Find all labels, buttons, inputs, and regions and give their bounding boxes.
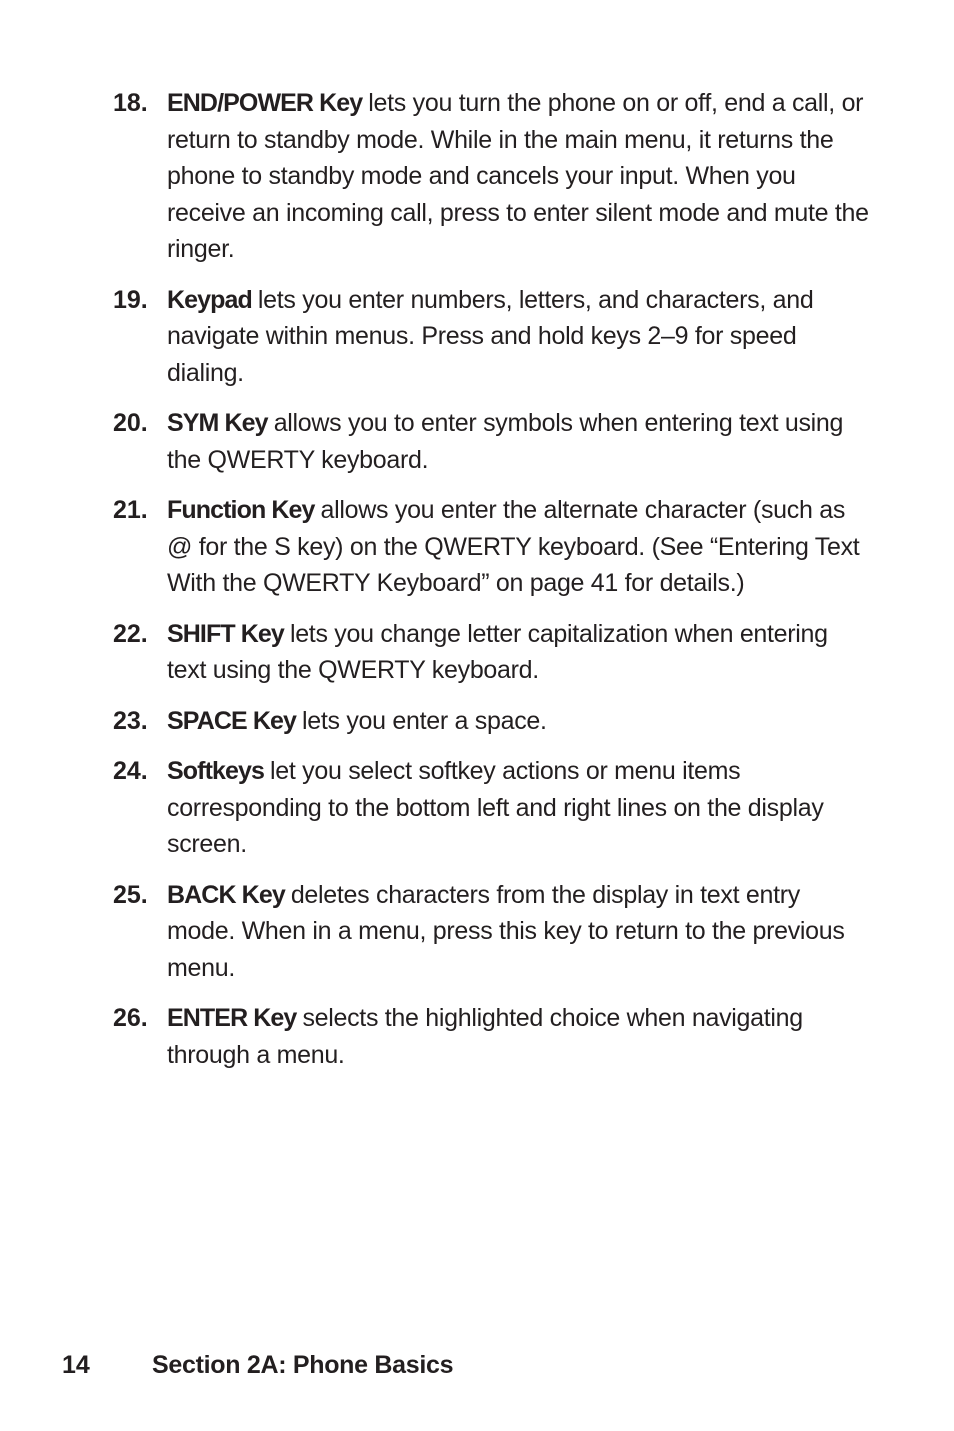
- item-number: 23.: [113, 706, 148, 735]
- item-number: 22.: [113, 619, 148, 648]
- item-description: selects the highlighted choice when navigating through a menu.: [167, 1004, 803, 1069]
- item-term: SHIFT Key: [167, 619, 284, 648]
- list-item: [0, 85, 954, 268]
- list-item: [0, 405, 954, 478]
- item-number: 25.: [113, 880, 148, 909]
- item-term: Keypad: [167, 285, 252, 314]
- list-item: [0, 492, 954, 602]
- item-term: END/POWER Key: [167, 89, 363, 117]
- item-term: BACK Key: [167, 880, 285, 909]
- item-term: ENTER Key: [167, 1004, 297, 1032]
- page-number: 14: [62, 1351, 90, 1379]
- item-description: let you select softkey actions or menu items corresponding to the bottom left and right lines on the display screen.: [167, 757, 824, 858]
- item-description: deletes characters from the display in text entry mode. When in a menu, press this key to return to the previous menu.: [167, 880, 845, 982]
- list-item: [0, 877, 954, 987]
- item-number: 24.: [113, 757, 148, 785]
- list-item: [0, 282, 954, 392]
- item-term: Softkeys: [167, 757, 265, 785]
- item-number: 20.: [113, 409, 148, 437]
- item-term: SYM Key: [167, 409, 268, 437]
- key-description-list: [0, 85, 954, 1087]
- item-description: lets you enter a space.: [302, 706, 547, 735]
- item-description: lets you turn the phone on or off, end a call, or return to standby mode. While in the main menu, it returns the phone to standby mode and cancels your input. When you receive an incoming call, press to enter silent mode and mute the ringer.: [167, 89, 869, 263]
- list-item: [0, 703, 954, 740]
- list-item: [0, 616, 954, 689]
- item-description: lets you change letter capitalization when entering text using the QWERTY keyboard.: [167, 619, 828, 684]
- item-description: allows you to enter symbols when entering text using the QWERTY keyboard.: [167, 409, 844, 474]
- item-term: Function Key: [167, 496, 315, 524]
- list-item: [0, 753, 954, 863]
- item-term: SPACE Key: [167, 706, 296, 735]
- item-number: 19.: [113, 285, 148, 314]
- item-number: 18.: [113, 89, 148, 117]
- item-number: 26.: [113, 1004, 148, 1032]
- item-number: 21.: [113, 496, 148, 524]
- item-description: lets you enter numbers, letters, and characters, and navigate within menus. Press and hold keys 2–9 for speed dialing.: [167, 285, 814, 387]
- item-description: allows you enter the alternate character (such as @ for the S key) on the QWERTY keyboard. (See “Entering Text With the QWERTY Keyboard” on page 41 for details.): [167, 496, 860, 597]
- section-title: Section 2A: Phone Basics: [152, 1351, 454, 1379]
- list-item: [0, 1000, 954, 1073]
